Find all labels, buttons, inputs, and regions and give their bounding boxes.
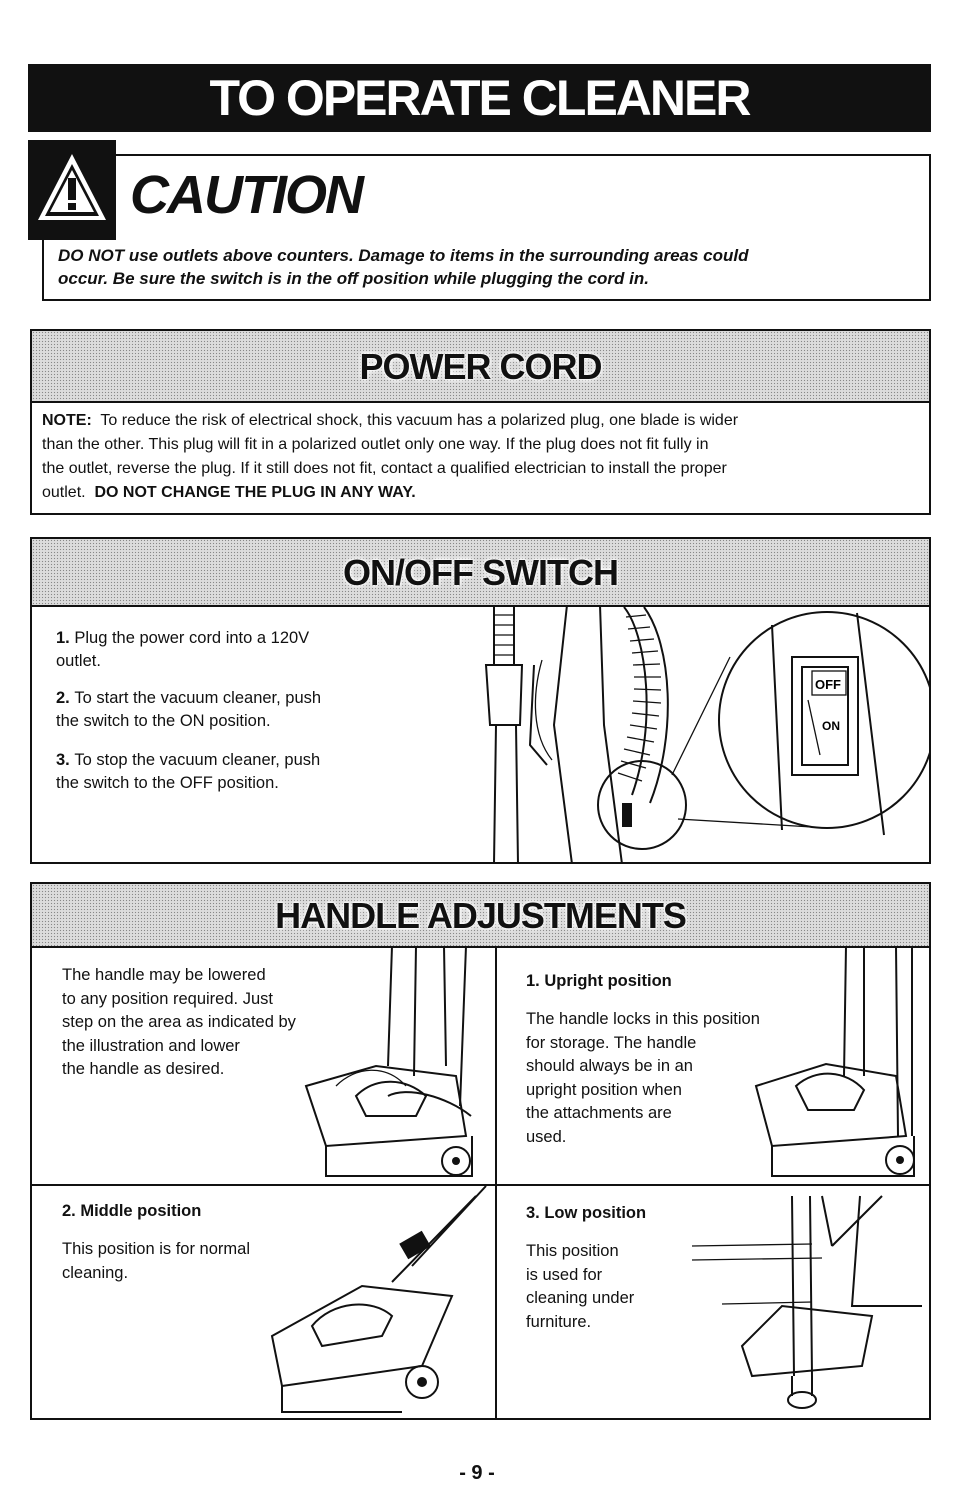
note-line: To reduce the risk of electrical shock, this vacuum has a polarized plug, one blade is wider (100, 412, 739, 429)
middle-text (62, 1238, 250, 1285)
onoff-step (56, 749, 416, 795)
onoff-switch-section (30, 537, 931, 864)
step-text: the switch to the ON position. (56, 712, 271, 730)
power-cord-note (42, 409, 922, 505)
low-line: cleaning under (526, 1289, 635, 1307)
handle-adjustments-header (32, 884, 929, 948)
onoff-switch-illustration (472, 605, 930, 864)
power-cord-heading: POWER CORD (359, 346, 602, 387)
step-number: 2. (56, 689, 70, 707)
step-text: To stop the vacuum cleaner, push (74, 751, 321, 769)
onoff-switch-header (32, 539, 929, 607)
upright-line: used. (526, 1127, 567, 1146)
upright-line: upright position when (526, 1080, 682, 1099)
note-line: than the other. This plug will fit in a polarized outlet only one way. If the plug does not fit fully in (42, 436, 709, 453)
intro-line: the handle as desired. (62, 1060, 225, 1078)
handle-adjustments-section (30, 882, 931, 1420)
handle-adjustments-heading: HANDLE ADJUSTMENTS (275, 895, 686, 936)
middle-line: This position is for normal (62, 1240, 250, 1258)
warning-triangle-icon (28, 140, 116, 240)
onoff-switch-heading: ON/OFF SWITCH (343, 552, 618, 593)
upright-heading: 1. Upright position (526, 972, 672, 990)
intro-line: to any position required. Just (62, 989, 273, 1008)
page-title-bar (28, 64, 931, 132)
power-cord-section (30, 329, 931, 515)
step-text: Plug the power cord into a 120V (74, 629, 310, 647)
intro-line: The handle may be lowered (62, 966, 266, 984)
caution-text (58, 244, 918, 290)
note-emphasis: DO NOT CHANGE THE PLUG IN ANY WAY. (94, 484, 416, 501)
step-number: 3. (56, 751, 70, 769)
onoff-step (56, 687, 416, 733)
step-text: outlet. (56, 652, 101, 670)
low-line: is used for (526, 1265, 603, 1284)
pane-divider-vertical (495, 946, 497, 1420)
step-text: the switch to the OFF position. (56, 774, 279, 792)
step-number: 1. (56, 629, 70, 647)
upright-line: The handle locks in this position (526, 1010, 760, 1028)
onoff-step (56, 627, 416, 673)
low-line: furniture. (526, 1312, 592, 1331)
foot-pedal-illustration (296, 946, 492, 1182)
low-position-illustration (682, 1186, 928, 1420)
upright-line: the attachments are (526, 1104, 672, 1122)
middle-heading: 2. Middle position (62, 1202, 202, 1220)
upright-line: should always be in an (526, 1057, 693, 1075)
handle-intro-text (62, 964, 296, 1082)
caution-text-line: occur. Be sure the switch is in the off position while plugging the cord in. (58, 269, 649, 288)
caution-text-line: DO NOT use outlets above counters. Damage to items in the surrounding areas could (58, 246, 749, 265)
middle-line: cleaning. (62, 1263, 129, 1282)
intro-line: the illustration and lower (62, 1036, 240, 1055)
low-text (526, 1240, 634, 1334)
caution-title: CAUTION (130, 165, 362, 225)
upright-position-illustration (746, 946, 928, 1182)
power-cord-header (32, 331, 929, 403)
intro-line: step on the area as indicated by (62, 1013, 296, 1031)
middle-position-illustration (242, 1186, 492, 1420)
low-line: This position (526, 1242, 619, 1260)
note-line: the outlet, reverse the plug. If it still does not fit, contact a qualified electrician to install the proper (42, 460, 727, 477)
note-label: NOTE: (42, 412, 92, 429)
upright-line: for storage. The handle (526, 1033, 697, 1052)
note-line: outlet. (42, 484, 86, 501)
step-text: To start the vacuum cleaner, push (74, 689, 322, 707)
low-heading: 3. Low position (526, 1204, 647, 1222)
switch-off-label: OFF (815, 677, 841, 692)
page-number: - 9 - (459, 1462, 495, 1484)
page-title: TO OPERATE CLEANER (209, 70, 750, 126)
caution-icon-block (28, 140, 116, 240)
switch-on-label: ON (822, 719, 840, 733)
upright-text (526, 1008, 760, 1149)
